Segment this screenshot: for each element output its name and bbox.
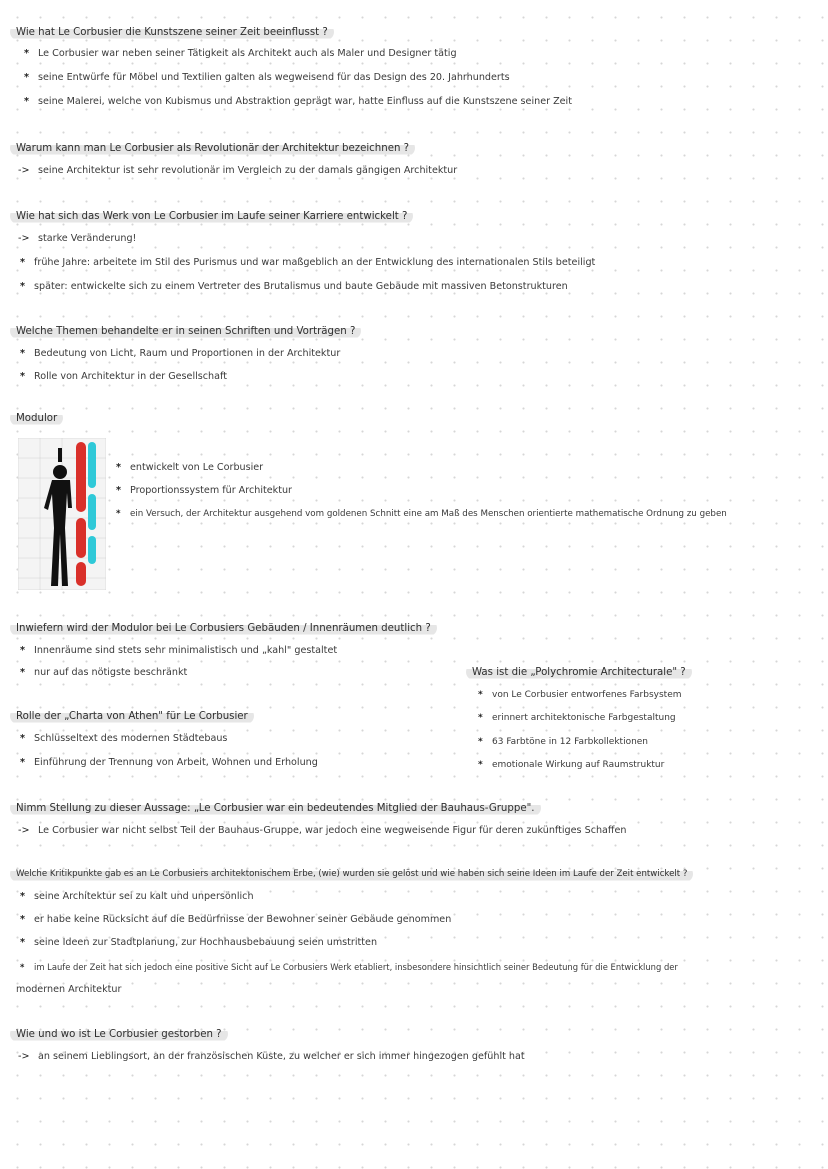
bullet-icon: * <box>116 462 122 473</box>
modulor-bullet-2: * Proportionssystem für Architektur <box>116 485 293 496</box>
modulor-bullet-3: * ein Versuch, der Architektur ausgehend vom goldenen Schnitt eine am Maß des Menschen orientierte mathematische Ordnung zu geben <box>116 509 727 519</box>
q8-heading: Wie und wo ist Le Corbusier gestorben ? <box>10 1026 228 1042</box>
arrow-icon: -> <box>18 1051 30 1062</box>
q6-heading: Nimm Stellung zu dieser Aussage: „Le Corbusier war ein bedeutendes Mitglied der Bauhaus-Gruppe". <box>10 800 541 816</box>
red-band <box>76 518 86 558</box>
arrow-icon: -> <box>18 165 30 176</box>
figure-shape <box>58 448 62 462</box>
poly-bullet-3: * 63 Farbtöne in 12 Farbkollektionen <box>478 737 649 747</box>
charta-bullet-1: * Schlüsseltext des modernen Städtebaus <box>20 733 228 744</box>
bullet-icon: * <box>478 760 483 770</box>
charta-bullet-2: * Einführung der Trennung von Arbeit, Wohnen und Erholung <box>20 757 318 768</box>
q3-bullet-2: * später: entwickelte sich zu einem Vertreter des Brutalismus und baute Gebäude mit massiven Betonstrukturen <box>20 281 568 292</box>
bullet-icon: * <box>20 371 26 382</box>
q5-heading: Inwiefern wird der Modulor bei Le Corbusiers Gebäuden / Innenräumen deutlich ? <box>10 620 437 636</box>
cyan-band <box>88 442 96 488</box>
red-band <box>76 442 86 512</box>
bullet-icon: * <box>20 757 26 768</box>
q7-bullet-1: * seine Architektur sei zu kalt und unpersönlich <box>20 891 254 902</box>
arrow-icon: -> <box>18 825 30 836</box>
modulor-bullet-1: * entwickelt von Le Corbusier <box>116 462 264 473</box>
q3-bullet-1: * frühe Jahre: arbeitete im Stil des Purismus und war maßgeblich an der Entwicklung des internationalen Stils beteiligt <box>20 257 596 268</box>
bullet-icon: * <box>20 645 26 656</box>
bullet-icon: * <box>20 937 26 948</box>
bullet-icon: * <box>20 667 26 678</box>
q7-bullet-2: * er habe keine Rücksicht auf die Bedürfnisse der Bewohner seiner Gebäude genommen <box>20 914 452 925</box>
q1-heading: Wie hat Le Corbusier die Kunstszene seiner Zeit beeinflusst ? <box>10 24 334 40</box>
bullet-icon: * <box>20 891 26 902</box>
poly-bullet-4: * emotionale Wirkung auf Raumstruktur <box>478 760 665 770</box>
q7-bullet-3: * seine Ideen zur Stadtplanung, zur Hochhausbebauung seien umstritten <box>20 937 378 948</box>
bullet-icon: * <box>116 485 122 496</box>
q3-answer: -> starke Veränderung! <box>18 233 137 244</box>
bullet-icon: * <box>116 509 121 519</box>
bullet-icon: * <box>20 733 26 744</box>
poly-bullet-2: * erinnert architektonische Farbgestaltung <box>478 713 676 723</box>
modulor-heading: Modulor <box>10 410 63 426</box>
cyan-band <box>88 536 96 564</box>
bullet-icon: * <box>20 348 26 359</box>
q3-heading: Wie hat sich das Werk von Le Corbusier im Laufe seiner Karriere entwickelt ? <box>10 208 413 224</box>
q1-bullet-3: * seine Malerei, welche von Kubismus und Abstraktion geprägt war, hatte Einfluss auf die Kunstszene seiner Zeit <box>24 96 572 107</box>
q7-bullet-4: * im Laufe der Zeit hat sich jedoch eine positive Sicht auf Le Corbusiers Werk etabliert, insbesondere hinsichtlich seiner Bedeutung für die Entwicklung der <box>20 962 678 972</box>
poly-bullet-1: * von Le Corbusier entworfenes Farbsystem <box>478 690 682 700</box>
q2-heading: Warum kann man Le Corbusier als Revolutionär der Architektur bezeichnen ? <box>10 140 415 156</box>
red-band <box>76 562 86 586</box>
q2-answer: -> seine Architektur ist sehr revolutionär im Vergleich zu der damals gängigen Architektur <box>18 165 458 176</box>
bullet-icon: * <box>478 737 483 747</box>
bullet-icon: * <box>24 96 30 107</box>
q5-bullet-2: * nur auf das nötigste beschränkt <box>20 667 188 678</box>
modulor-figure-image <box>18 438 106 590</box>
arrow-icon: -> <box>18 233 30 244</box>
q5-bullet-1: * Innenräume sind stets sehr minimalistisch und „kahl" gestaltet <box>20 645 338 656</box>
q7-heading: Welche Kritikpunkte gab es an Le Corbusiers architektonischem Erbe, (wie) wurden sie gelöst und wie haben sich seine Ideen im Laufe der Zeit entwickelt ? <box>10 866 693 882</box>
q6-answer: -> Le Corbusier war nicht selbst Teil der Bauhaus-Gruppe, war jedoch eine wegweisende Figur für deren zukünftiges Schaffen <box>18 825 627 836</box>
bullet-icon: * <box>20 257 26 268</box>
bullet-icon: * <box>478 713 483 723</box>
q4-bullet-2: * Rolle von Architektur in der Gesellschaft <box>20 371 227 382</box>
q4-heading: Welche Themen behandelte er in seinen Schriften und Vorträgen ? <box>10 323 361 339</box>
charta-heading: Rolle der „Charta von Athen" für Le Corbusier <box>10 708 254 724</box>
bullet-icon: * <box>24 48 30 59</box>
q4-bullet-1: * Bedeutung von Licht, Raum und Proportionen in der Architektur <box>20 348 341 359</box>
bullet-icon: * <box>20 281 26 292</box>
q1-bullet-1: * Le Corbusier war neben seiner Tätigkeit als Architekt auch als Maler und Designer tätig <box>24 48 457 59</box>
poly-heading: Was ist die „Polychromie Architecturale" ? <box>466 664 692 680</box>
q7-continuation: modernen Architektur <box>16 984 122 995</box>
cyan-band <box>88 494 96 530</box>
bullet-icon: * <box>20 962 25 972</box>
bullet-icon: * <box>478 690 483 700</box>
bullet-icon: * <box>20 914 26 925</box>
q8-answer: -> an seinem Lieblingsort, an der französischen Küste, zu welcher er sich immer hingezogen gefühlt hat <box>18 1051 525 1062</box>
figure-shape <box>53 465 67 479</box>
q1-bullet-2: * seine Entwürfe für Möbel und Textilien galten als wegweisend für das Design des 20. Jahrhunderts <box>24 72 510 83</box>
bullet-icon: * <box>24 72 30 83</box>
